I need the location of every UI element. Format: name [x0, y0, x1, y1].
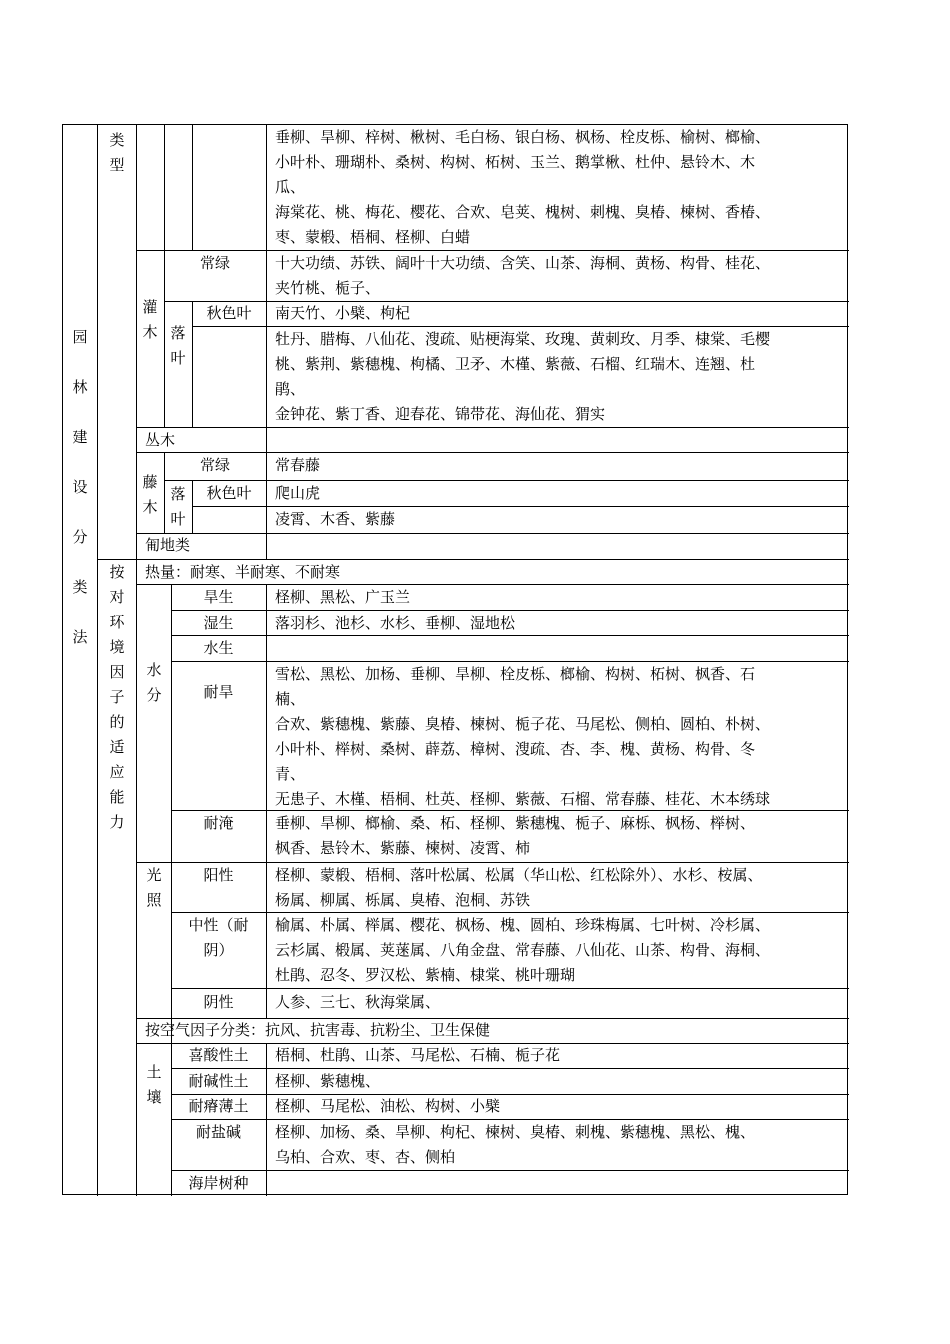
shade-list: 人参、三七、秋海棠属、	[275, 993, 441, 1011]
vine-evergreen-label: 常绿	[199, 456, 230, 474]
shrub-evergreen-list: 十大功绩、苏铁、阔叶十大功绩、含笑、山茶、海桐、黄杨、构骨、桂花、 夹竹桃、栀子、	[275, 254, 771, 297]
shrub-deciduous-label: 落 叶	[170, 324, 186, 367]
neutral-list: 榆属、朴属、榉属、樱花、枫杨、槐、圆柏、珍珠梅属、七叶树、冷杉属、 云杉属、椴属、荚蒾属、八角金盘、常春藤、八仙花、山茶、构骨、海桐、 杜鹃、忍冬、罗汉松、紫楠、棣棠、桃叶珊瑚	[275, 916, 771, 984]
drought-label: 耐旱	[203, 683, 234, 701]
water-label: 水 分	[146, 661, 162, 704]
environment-label: 按 对 环 境 因 子 的 适 应 能 力	[109, 563, 125, 831]
shrub-label: 灌 木	[142, 298, 158, 341]
shrub-autumn-label: 秋色叶	[206, 304, 252, 322]
heat-classification: 热量：耐寒、半耐寒、不耐寒	[145, 563, 341, 581]
drought-list: 雪松、黑松、加杨、垂柳、旱柳、栓皮栎、榔榆、构树、柘树、枫香、石 楠、 合欢、紫穗槐、紫藤、臭椿、楝树、栀子花、马尾松、侧柏、圆柏、朴树、 小叶朴、榉树、桑树、薜荔、樟树、溲疏、杏、李、槐、黄杨、构骨、冬 青、 无患子、木槿、梧桐、杜英、柽柳、紫薇、石榴、常春藤、桂花、木本绣球	[275, 665, 771, 808]
vine-autumn-label: 秋色叶	[206, 484, 252, 502]
type-label: 类 型	[109, 131, 125, 174]
vine-deciduous-label: 落 叶	[170, 485, 186, 528]
sun-list: 柽柳、蒙椴、梧桐、落叶松属、松属（华山松、红松除外）、水杉、桉属、 杨属、柳属、栎属、臭椿、泡桐、苏铁	[275, 866, 763, 909]
dry-label: 旱生	[203, 588, 234, 606]
air-classification: 按空气因子分类：抗风、抗害毒、抗粉尘、卫生保健	[145, 1021, 491, 1039]
acid-label: 喜酸性土	[188, 1046, 249, 1064]
shrub-autumn-list: 南天竹、小檗、枸杞	[275, 304, 411, 322]
wet-label: 湿生	[203, 614, 234, 632]
dry-list: 柽柳、黑松、广玉兰	[275, 588, 411, 606]
ground-cover-label: 匍地类	[145, 536, 191, 554]
poor-soil-list: 柽柳、马尾松、油松、构树、小檗	[275, 1097, 501, 1115]
neutral-label: 中性（耐 阴）	[188, 916, 249, 959]
vine-deciduous-list: 凌霄、木香、紫藤	[275, 510, 396, 528]
table-title: 园 林 建 设 分 类 法	[72, 328, 88, 646]
classification-table	[62, 124, 848, 1195]
flood-label: 耐淹	[203, 814, 234, 832]
alkali-label: 耐碱性土	[188, 1072, 249, 1090]
salt-label: 耐盐碱	[195, 1123, 241, 1141]
vine-autumn-list: 爬山虎	[275, 484, 321, 502]
shrub-deciduous-list: 牡丹、腊梅、八仙花、溲疏、贴梗海棠、玫瑰、黄刺玫、月季、棣棠、毛樱 桃、紫荆、紫穗槐、枸橘、卫矛、木槿、紫薇、石榴、红瑞木、连翘、杜 鹃、 金钟花、紫丁香、迎春花、锦带花、海仙花、猬实	[275, 330, 771, 423]
vine-label: 藤 木	[142, 473, 158, 516]
poor-soil-label: 耐瘠薄土	[188, 1097, 249, 1115]
flood-list: 垂柳、旱柳、榔榆、桑、柘、柽柳、紫穗槐、栀子、麻栎、枫杨、榉树、 枫香、悬铃木、紫藤、楝树、凌霄、柿	[275, 814, 756, 857]
salt-list: 柽柳、加杨、桑、旱柳、枸杞、楝树、臭椿、刺槐、紫穗槐、黑松、槐、 乌柏、合欢、枣、杏、侧柏	[275, 1123, 756, 1166]
coastal-label: 海岸树种	[188, 1174, 249, 1192]
tree-species-list: 垂柳、旱柳、梓树、楸树、毛白杨、银白杨、枫杨、栓皮栎、榆树、榔榆、 小叶朴、珊瑚朴、桑树、构树、柘树、玉兰、鹅掌楸、杜仲、悬铃木、木 瓜、 海棠花、桃、梅花、樱花、合欢、皂荚、槐树、刺槐、臭椿、楝树、香椿、 枣、蒙椴、梧桐、柽柳、白蜡	[275, 128, 771, 246]
sun-label: 阳性	[203, 866, 234, 884]
shade-label: 阴性	[203, 993, 234, 1011]
alkali-list: 柽柳、紫穗槐、	[275, 1072, 381, 1090]
wet-list: 落羽杉、池杉、水杉、垂柳、湿地松	[275, 614, 516, 632]
vine-evergreen-list: 常春藤	[275, 456, 321, 474]
aquatic-label: 水生	[203, 639, 234, 657]
bush-label: 丛木	[145, 431, 176, 449]
soil-label: 土 壤	[146, 1063, 162, 1106]
acid-list: 梧桐、杜鹃、山茶、马尾松、石楠、栀子花	[275, 1046, 561, 1064]
light-label: 光 照	[146, 866, 162, 909]
shrub-evergreen-label: 常绿	[199, 254, 230, 272]
